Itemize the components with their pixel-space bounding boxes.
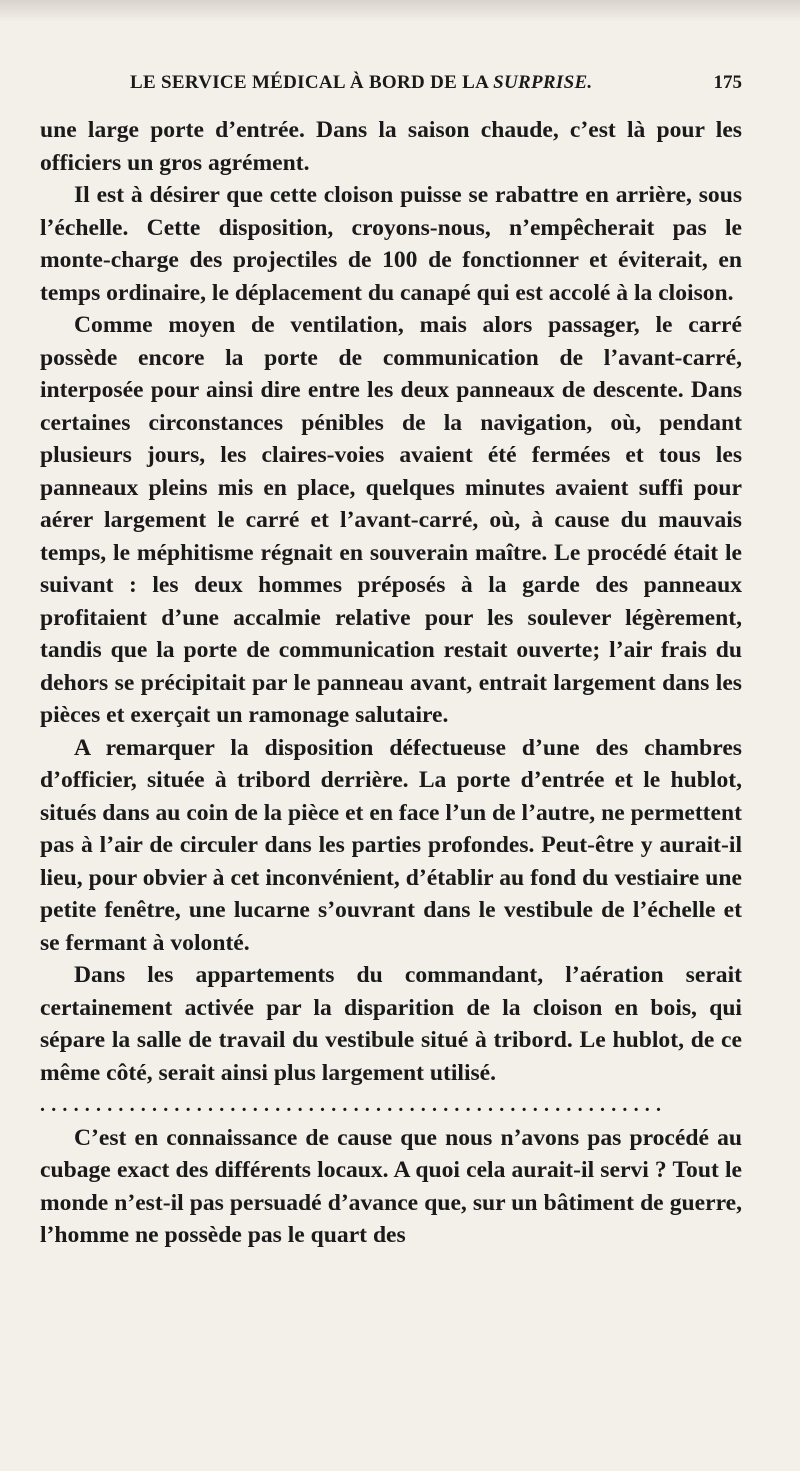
paragraph-cloison: Il est à désirer que cette cloison puisse se rabattre en arrière, sous l’échelle. Cette disposition, croyons-nous, n’empêcherait pas le monte-charge des projectiles de 100 de fonctionner et éviterait, en temps ordinaire, le déplacement du canapé qui est accolé à la cloison. <box>40 182 742 306</box>
paragraph-continuation: une large porte d’entrée. Dans la saison chaude, c’est là pour les officiers un gros agrément. <box>40 117 742 176</box>
page-header <box>40 72 742 102</box>
running-title <box>130 72 592 94</box>
body-text <box>40 114 742 1252</box>
paragraph-chambre-officier: A remarquer la disposition défectueuse d’une des chambres d’officier, située à tribord derrière. La porte d’entrée et le hublot, situés dans au coin de la pièce et en face l’un de l’autre, ne permettent pas à l’air de circuler dans les parties profondes. Peut-être y aurait-il lieu, pour obvier à cet inconvénient, d’établir au fond du vestiaire une petite fenêtre, une lucarne s’ouvrant dans le vestibule de l’échelle et se fermant à volonté. <box>40 734 742 956</box>
paragraph-commandant: Dans les appartements du commandant, l’aération serait certainement activée par la disparition de la cloison en bois, qui sépare la salle de travail du vestibule situé à tribord. Le hublot, de ce même côté, serait ainsi plus largement utilisé. <box>40 962 742 1086</box>
scan-edge-shadow <box>0 0 800 22</box>
paragraph-cubage: C’est en connaissance de cause que nous n’avons pas procédé au cubage exact des différents locaux. A quoi cela aurait-il servi ? Tout le monde n’est-il pas persuadé d’avance que, sur un bâtiment de guerre, l’homme ne possède pas le quart des <box>40 1124 742 1248</box>
dotted-separator: ........................................................ <box>40 1094 668 1116</box>
running-title-main: LE SERVICE MÉDICAL À BORD DE LA <box>130 72 489 93</box>
paragraph-ventilation: Comme moyen de ventilation, mais alors passager, le carré possède encore la porte de communication de l’avant-carré, interposée pour ainsi dire entre les deux panneaux de descente. Dans certaines circonstances pénibles de la navigation, où, pendant plusieurs jours, les claires-voies avaient été fermées et tous les panneaux pleins mis en place, quelques minutes avaient suffi pour aérer largement le carré et l’avant-carré, où, à cause du mauvais temps, le méphitisme régnait en souverain maître. Le procédé était le suivant : les deux hommes préposés à la garde des panneaux profitaient d’une accalmie relative pour les soulever légèrement, tandis que la porte de communication restait ouverte; l’air frais du dehors se précipitait par le panneau avant, entrait largement dans les pièces et exerçait un ramonage salutaire. <box>40 312 742 728</box>
running-title-ship: SURPRISE. <box>493 72 593 93</box>
page-number: 175 <box>713 72 742 93</box>
